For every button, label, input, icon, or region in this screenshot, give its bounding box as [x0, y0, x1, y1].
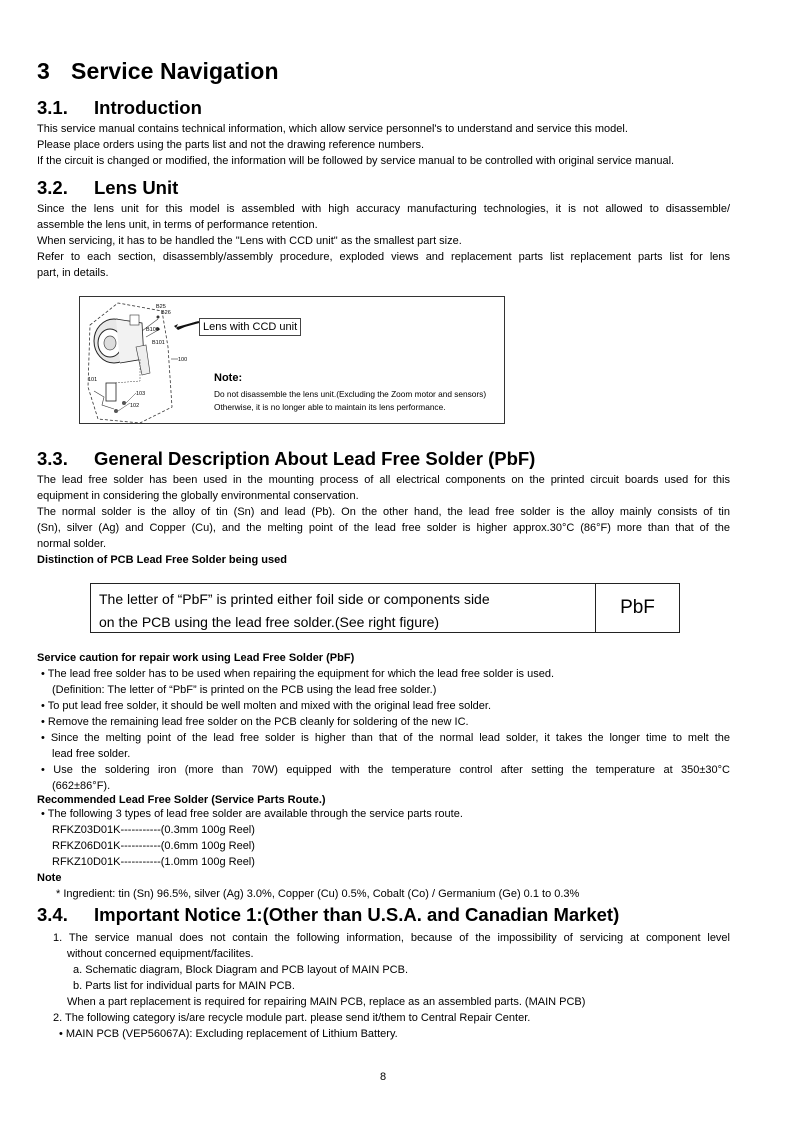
solder-part-item: RFKZ03D01K-----------(0.3mm 100g Reel)	[52, 824, 255, 836]
section-title: Important Notice 1:(Other than U.S.A. and Canadian Market)	[94, 904, 620, 925]
lead-free-solder-text	[37, 472, 730, 568]
notice-subitem: a. Schematic diagram, Block Diagram and PCB layout of MAIN PCB.	[73, 964, 409, 976]
solder-part-item: RFKZ06D01K-----------(0.6mm 100g Reel)	[52, 840, 255, 852]
section-number: 3.1.	[37, 97, 68, 118]
lens-exploded-view-icon	[80, 297, 215, 423]
service-caution-list	[41, 666, 730, 794]
caution-item-continuation: lead free solder.	[52, 748, 131, 760]
figure-note-line: Do not disassemble the lens unit.(Excluding the Zoom motor and sensors)	[214, 389, 487, 399]
section-heading-lens-unit	[37, 177, 178, 199]
lens-with-ccd-unit-callout: Lens with CCD unit	[199, 318, 301, 336]
caution-item: • The lead free solder has to be used when repairing the equipment for which the lead free solder is used.	[41, 668, 555, 680]
recommended-heading: Recommended Lead Free Solder (Service Parts Route.)	[37, 794, 326, 806]
important-notice-text	[53, 930, 730, 1042]
text-line: equipment in considering the globally environmental conservation.	[37, 490, 359, 502]
service-caution-heading	[37, 650, 730, 666]
caution-heading: Service caution for repair work using Lead Free Solder (PbF)	[37, 652, 355, 664]
text-line: on the PCB using the lead free solder.(See right figure)	[99, 614, 440, 630]
pbf-description-cell	[91, 584, 596, 632]
text-line: assemble the lens unit, in terms of performance retention.	[37, 219, 318, 231]
recommended-intro: • The following 3 types of lead free solder are available through the service parts route.	[41, 808, 463, 820]
text-line: Refer to each section, disassembly/assembly procedure, exploded views and replacement parts list replacement parts list for lens	[37, 251, 730, 263]
section-title: Lens Unit	[94, 177, 179, 198]
section-number: 3.2.	[37, 177, 68, 198]
text-line: Since the lens unit for this model is assembled with high accuracy manufacturing technologies, it is not allowed to disassemble/	[37, 203, 730, 215]
text-line: When a part replacement is required for repairing MAIN PCB, replace as an assembled parts. (MAIN PCB)	[67, 996, 586, 1008]
note-heading: Note	[37, 872, 62, 884]
text-line: This service manual contains technical information, which allow service personnel's to understand and service this model.	[37, 123, 628, 135]
pbf-mark-cell: PbF	[620, 597, 655, 618]
distinction-heading: Distinction of PCB Lead Free Solder being used	[37, 554, 287, 566]
section-heading-important-notice	[37, 904, 619, 926]
svg-text:B25: B25	[156, 304, 166, 310]
caution-item-continuation: (Definition: The letter of “PbF” is printed on the PCB using the lead free solder.)	[52, 684, 437, 696]
svg-text:102: 102	[130, 403, 140, 409]
figure-note-title: Note:	[214, 372, 243, 384]
chapter-number: 3	[37, 58, 50, 84]
caution-item: • To put lead free solder, it should be well molten and mixed with the original lead free solder.	[41, 700, 492, 712]
caution-item: • Since the melting point of the lead free solder is higher than that of the normal lead solder, it takes the longer time to melt the	[41, 732, 730, 744]
figure-note-line: Otherwise, it is no longer able to maintain its lens performance.	[214, 402, 446, 412]
svg-text:100: 100	[178, 357, 188, 363]
section-number: 3.3.	[37, 448, 68, 469]
chapter-title: Service Navigation	[71, 58, 279, 84]
introduction-text	[37, 121, 730, 169]
caution-item: • Remove the remaining lead free solder on the PCB cleanly for soldering of the new IC.	[41, 716, 469, 728]
section-title: General Description About Lead Free Solder (PbF)	[94, 448, 536, 469]
text-line: without concerned equipment/facilites.	[67, 948, 254, 960]
lens-unit-figure	[79, 296, 505, 424]
pbf-distinction-table	[90, 583, 680, 633]
text-line: part, in details.	[37, 267, 109, 279]
text-line: When servicing, it has to be handled the "Lens with CCD unit" as the smallest part size.	[37, 235, 462, 247]
svg-text:B100: B100	[146, 327, 159, 333]
solder-part-item: RFKZ10D01K-----------(1.0mm 100g Reel)	[52, 856, 255, 868]
notice-subitem: b. Parts list for individual parts for MAIN PCB.	[73, 980, 295, 992]
svg-text:B101: B101	[152, 340, 165, 346]
section-title: Introduction	[94, 97, 202, 118]
ingredient-note	[37, 870, 730, 902]
section-heading-lead-free-solder	[37, 448, 535, 470]
text-line: The lead free solder has been used in the mounting process of all electrical components on the printed circuit boards used for this	[37, 474, 730, 486]
note-text: * Ingredient: tin (Sn) 96.5%, silver (Ag) 3.0%, Copper (Cu) 0.5%, Cobalt (Co) / Germanium (Ge) 0.1 to 0.3%	[56, 888, 580, 900]
section-heading-introduction	[37, 97, 202, 119]
recommended-solder-list	[41, 806, 730, 870]
svg-text:103: 103	[136, 391, 146, 397]
text-line: If the circuit is changed or modified, the information will be followed by service manual to be controlled with original service manual.	[37, 155, 675, 167]
caution-item-continuation: (662±86°F).	[52, 780, 111, 792]
text-line: Please place orders using the parts list and not the drawing reference numbers.	[37, 139, 425, 151]
notice-bullet: • MAIN PCB (VEP56067A): Excluding replacement of Lithium Battery.	[59, 1028, 398, 1040]
text-line: (Sn), silver (Ag) and Copper (Cu), and the melting point of the lead free solder is higher approx.30°C (86°F) more than that of the	[37, 522, 730, 534]
text-line: normal solder.	[37, 538, 107, 550]
section-number: 3.4.	[37, 904, 68, 925]
page-number: 8	[380, 1071, 387, 1083]
svg-text:101: 101	[88, 377, 98, 383]
svg-text:B26: B26	[161, 310, 171, 316]
caution-item: • Use the soldering iron (more than 70W) equipped with the temperature control after setting the temperature at 350±30°C	[41, 764, 730, 776]
chapter-heading	[37, 58, 279, 85]
text-line: The letter of “PbF” is printed either foil side or components side	[99, 591, 490, 607]
lens-unit-text	[37, 201, 730, 281]
notice-item: 1. The service manual does not contain the following information, because of the impossibility of servicing at component level	[53, 932, 730, 944]
text-line: The normal solder is the alloy of tin (Sn) and lead (Pb). On the other hand, the lead free solder is the alloy mainly consists of tin	[37, 506, 730, 518]
notice-item: 2. The following category is/are recycle module part. please send it/them to Central Repair Center.	[53, 1012, 531, 1024]
